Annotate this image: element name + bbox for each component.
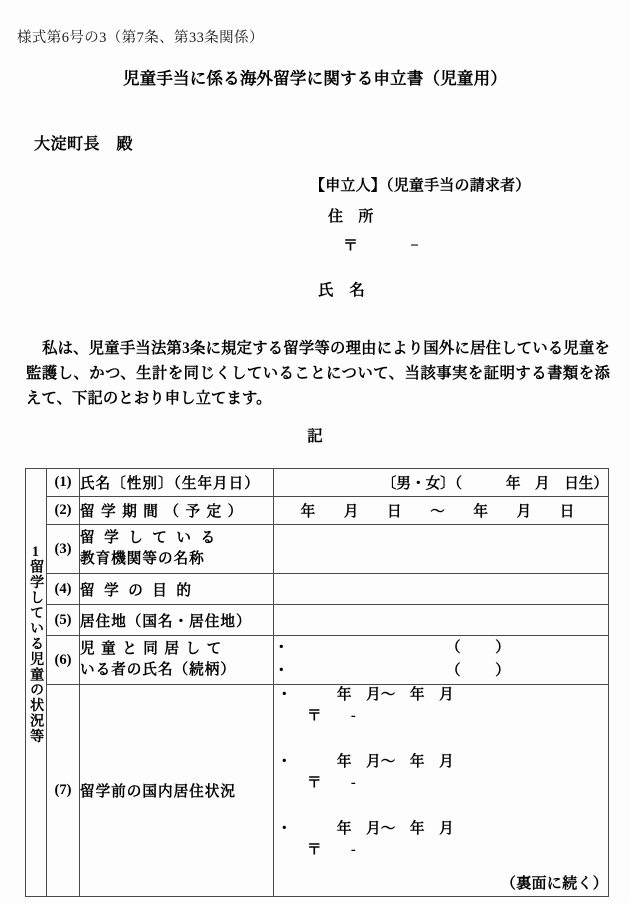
- residence-date-line: [274, 752, 608, 773]
- bullet-icon: ・: [277, 754, 292, 771]
- bullet-icon: ・: [274, 663, 289, 679]
- postal-dash: −: [410, 238, 419, 254]
- row-value-5[interactable]: [274, 605, 609, 636]
- row-number-3: (3): [47, 525, 80, 574]
- residence-postal-line: [274, 773, 608, 795]
- cohabitant-entry[interactable]: [274, 637, 608, 660]
- relation-paren: （ ）: [446, 640, 520, 656]
- row-label-2: [80, 497, 274, 525]
- postal-dash: -: [350, 775, 356, 792]
- row-label-3-line2: 教育機関等の名称: [80, 551, 205, 567]
- section-vertical-label: [26, 469, 47, 897]
- table-row: [26, 525, 609, 574]
- applicant-postal-line: [310, 234, 531, 255]
- table-row: [26, 605, 609, 636]
- row-label-7: [80, 685, 274, 897]
- applicant-name-label: 氏 名: [318, 282, 366, 299]
- row-number-6: (6): [47, 636, 80, 685]
- row-number-1: (1): [47, 469, 80, 497]
- postal-dash: -: [350, 842, 356, 859]
- row-number-4: (4): [47, 574, 80, 605]
- postal-dash: -: [350, 708, 356, 725]
- postal-mark-icon: 〒: [343, 238, 359, 254]
- applicant-address-label: 住 所: [328, 209, 374, 225]
- row-label-6: [80, 636, 274, 685]
- row-label-1: [80, 469, 274, 497]
- status-table: [25, 468, 609, 897]
- residence-entry[interactable]: [274, 685, 608, 728]
- section-marker: 記: [307, 428, 323, 445]
- section-label-text: 留学している児童の状況等: [28, 558, 45, 744]
- row-label-5: [80, 605, 274, 636]
- row-number-7: (7): [47, 685, 80, 897]
- residence-postal-line: [274, 706, 608, 728]
- row-number-5: (5): [47, 605, 80, 636]
- row-label-2-text: 留学期間（予定）: [80, 504, 249, 520]
- bullet-icon: ・: [277, 821, 292, 838]
- postal-mark-icon: 〒: [307, 775, 322, 792]
- postal-mark-icon: 〒: [307, 842, 322, 859]
- residence-postal-line: [274, 840, 608, 862]
- table-row: [26, 574, 609, 605]
- bullet-icon: ・: [277, 687, 292, 703]
- form-number: 様式第6号の3（第7条、第33条関係）: [17, 30, 264, 46]
- vertical-rubric: [29, 501, 43, 865]
- table-row: [26, 636, 609, 685]
- row-label-1-text: 氏名〔性別〕（生年月日）: [80, 476, 260, 492]
- addressee: 大淀町長 殿: [34, 136, 134, 153]
- cohabitant-entry[interactable]: [274, 660, 608, 683]
- table-row: [26, 685, 609, 897]
- residence-date-line: [274, 685, 608, 706]
- page-title: 児童手当に係る海外留学に関する申立書（児童用）: [122, 69, 508, 88]
- row-label-6-line2: いる者の氏名（続柄）: [80, 662, 236, 678]
- bullet-icon: ・: [274, 640, 289, 656]
- row-label-7-text: 留学前の国内居住状況: [80, 784, 236, 801]
- row-label-3-line1: 留学している: [80, 530, 225, 547]
- row-value-7[interactable]: [274, 685, 609, 897]
- applicant-block: [310, 174, 531, 255]
- row-number-2: (2): [47, 497, 80, 525]
- residence-date-range: 年 月〜 年 月: [336, 687, 454, 703]
- statement-body: 私は、児童手当法第3条に規定する留学等の理由により国外に居住している児童を監護し、かつ、生計を同じくしていることについて、当該事実を証明する書類を添えて、下記のとおり申し立てます。: [26, 340, 610, 407]
- residence-entry[interactable]: [274, 752, 608, 795]
- row-label-5-text: 居住地（国名・居住地）: [80, 613, 252, 630]
- row-value-2[interactable]: 年 月 日 〜 年 月 日: [274, 497, 609, 525]
- row-value-6[interactable]: [274, 636, 609, 685]
- section-number: 1: [31, 543, 41, 560]
- row-label-4-text: 留学の目的: [80, 582, 201, 599]
- spacer: [274, 795, 608, 819]
- relation-paren: （ ）: [446, 663, 520, 679]
- residence-entry[interactable]: [274, 819, 608, 862]
- row-value-1[interactable]: 〔男・女〕（ 年 月 日生）: [274, 469, 609, 497]
- table-row: [26, 497, 609, 525]
- row-value-4[interactable]: [274, 574, 609, 605]
- table-row: [26, 469, 609, 497]
- row-label-6-line1: 児童と同居して: [80, 641, 228, 658]
- row-value-3[interactable]: [274, 525, 609, 574]
- residence-date-range: 年 月〜 年 月: [336, 754, 454, 771]
- postal-mark-icon: 〒: [307, 708, 322, 725]
- applicant-heading: 【申立人】（児童手当の請求者）: [310, 178, 531, 194]
- residence-date-line: [274, 819, 608, 840]
- footer-note: （裏面に続く）: [500, 876, 608, 892]
- spacer: [274, 728, 608, 752]
- row-label-3: [80, 525, 274, 574]
- residence-date-range: 年 月〜 年 月: [336, 821, 454, 838]
- row-label-4: [80, 574, 274, 605]
